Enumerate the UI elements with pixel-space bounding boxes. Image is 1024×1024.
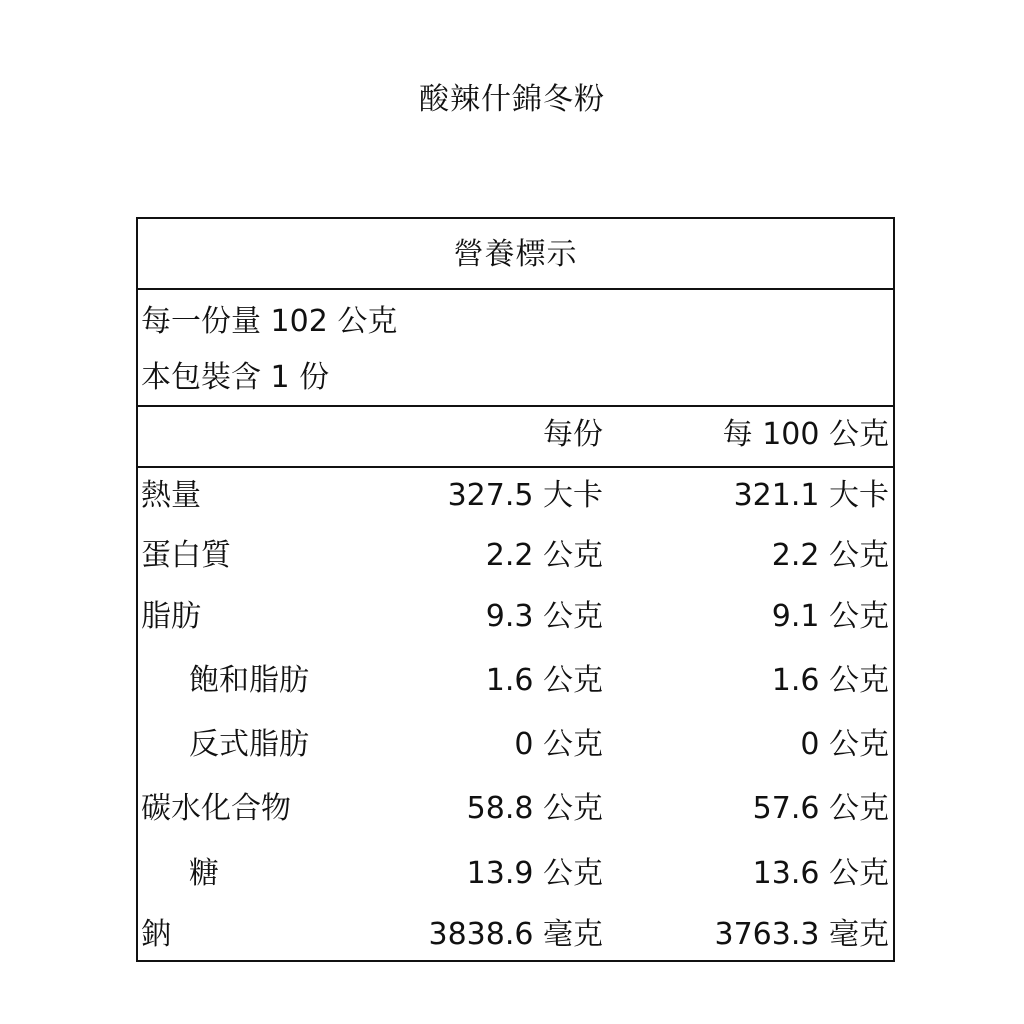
nutrient-value-per-serving: 58.8 公克 bbox=[466, 791, 603, 826]
nutrient-name: 碳水化合物 bbox=[141, 791, 291, 826]
nutrient-value-per-100g: 3763.3 毫克 bbox=[714, 917, 889, 952]
nutrient-row-fat bbox=[138, 589, 893, 649]
nutrient-row-protein bbox=[138, 528, 893, 588]
nutrient-value-per-serving: 327.5 大卡 bbox=[447, 478, 603, 513]
nutrient-name: 反式脂肪 bbox=[189, 727, 309, 762]
nutrition-label bbox=[136, 217, 895, 962]
nutrient-row-sugar bbox=[138, 846, 893, 906]
nutrient-value-per-100g: 57.6 公克 bbox=[752, 791, 889, 826]
nutrient-name: 熱量 bbox=[141, 478, 201, 513]
nutrient-row-sodium bbox=[138, 907, 893, 967]
nutrient-value-per-serving: 2.2 公克 bbox=[485, 538, 603, 573]
serving-size: 每一份量 102 公克 bbox=[141, 304, 398, 339]
nutrient-name: 蛋白質 bbox=[141, 538, 231, 573]
nutrient-name: 脂肪 bbox=[141, 599, 201, 634]
nutrient-row-carbohydrate bbox=[138, 781, 893, 841]
column-header-per-serving: 每份 bbox=[543, 417, 603, 452]
nutrient-value-per-100g: 321.1 大卡 bbox=[733, 478, 889, 513]
nutrition-label-heading: 營養標示 bbox=[138, 219, 893, 290]
nutrient-value-per-100g: 0 公克 bbox=[800, 727, 889, 762]
serving-info bbox=[138, 290, 893, 407]
nutrient-value-per-100g: 2.2 公克 bbox=[771, 538, 889, 573]
nutrient-row-trans-fat bbox=[138, 717, 893, 777]
nutrient-value-per-100g: 13.6 公克 bbox=[752, 856, 889, 891]
nutrient-name: 糖 bbox=[189, 856, 219, 891]
nutrient-value-per-serving: 3838.6 毫克 bbox=[428, 917, 603, 952]
nutrient-name: 鈉 bbox=[141, 917, 171, 952]
nutrient-value-per-serving: 9.3 公克 bbox=[485, 599, 603, 634]
column-header-per-100g: 每 100 公克 bbox=[722, 417, 889, 452]
nutrient-value-per-100g: 9.1 公克 bbox=[771, 599, 889, 634]
column-header-row bbox=[138, 407, 893, 468]
nutrient-value-per-serving: 0 公克 bbox=[514, 727, 603, 762]
nutrient-name: 飽和脂肪 bbox=[189, 663, 309, 698]
nutrient-row-saturated-fat bbox=[138, 653, 893, 713]
servings-per-package: 本包裝含 1 份 bbox=[141, 360, 330, 395]
product-title: 酸辣什錦冬粉 bbox=[419, 82, 605, 117]
nutrient-value-per-100g: 1.6 公克 bbox=[771, 663, 889, 698]
nutrient-value-per-serving: 1.6 公克 bbox=[485, 663, 603, 698]
nutrient-row-calories bbox=[138, 468, 893, 528]
nutrient-value-per-serving: 13.9 公克 bbox=[466, 856, 603, 891]
